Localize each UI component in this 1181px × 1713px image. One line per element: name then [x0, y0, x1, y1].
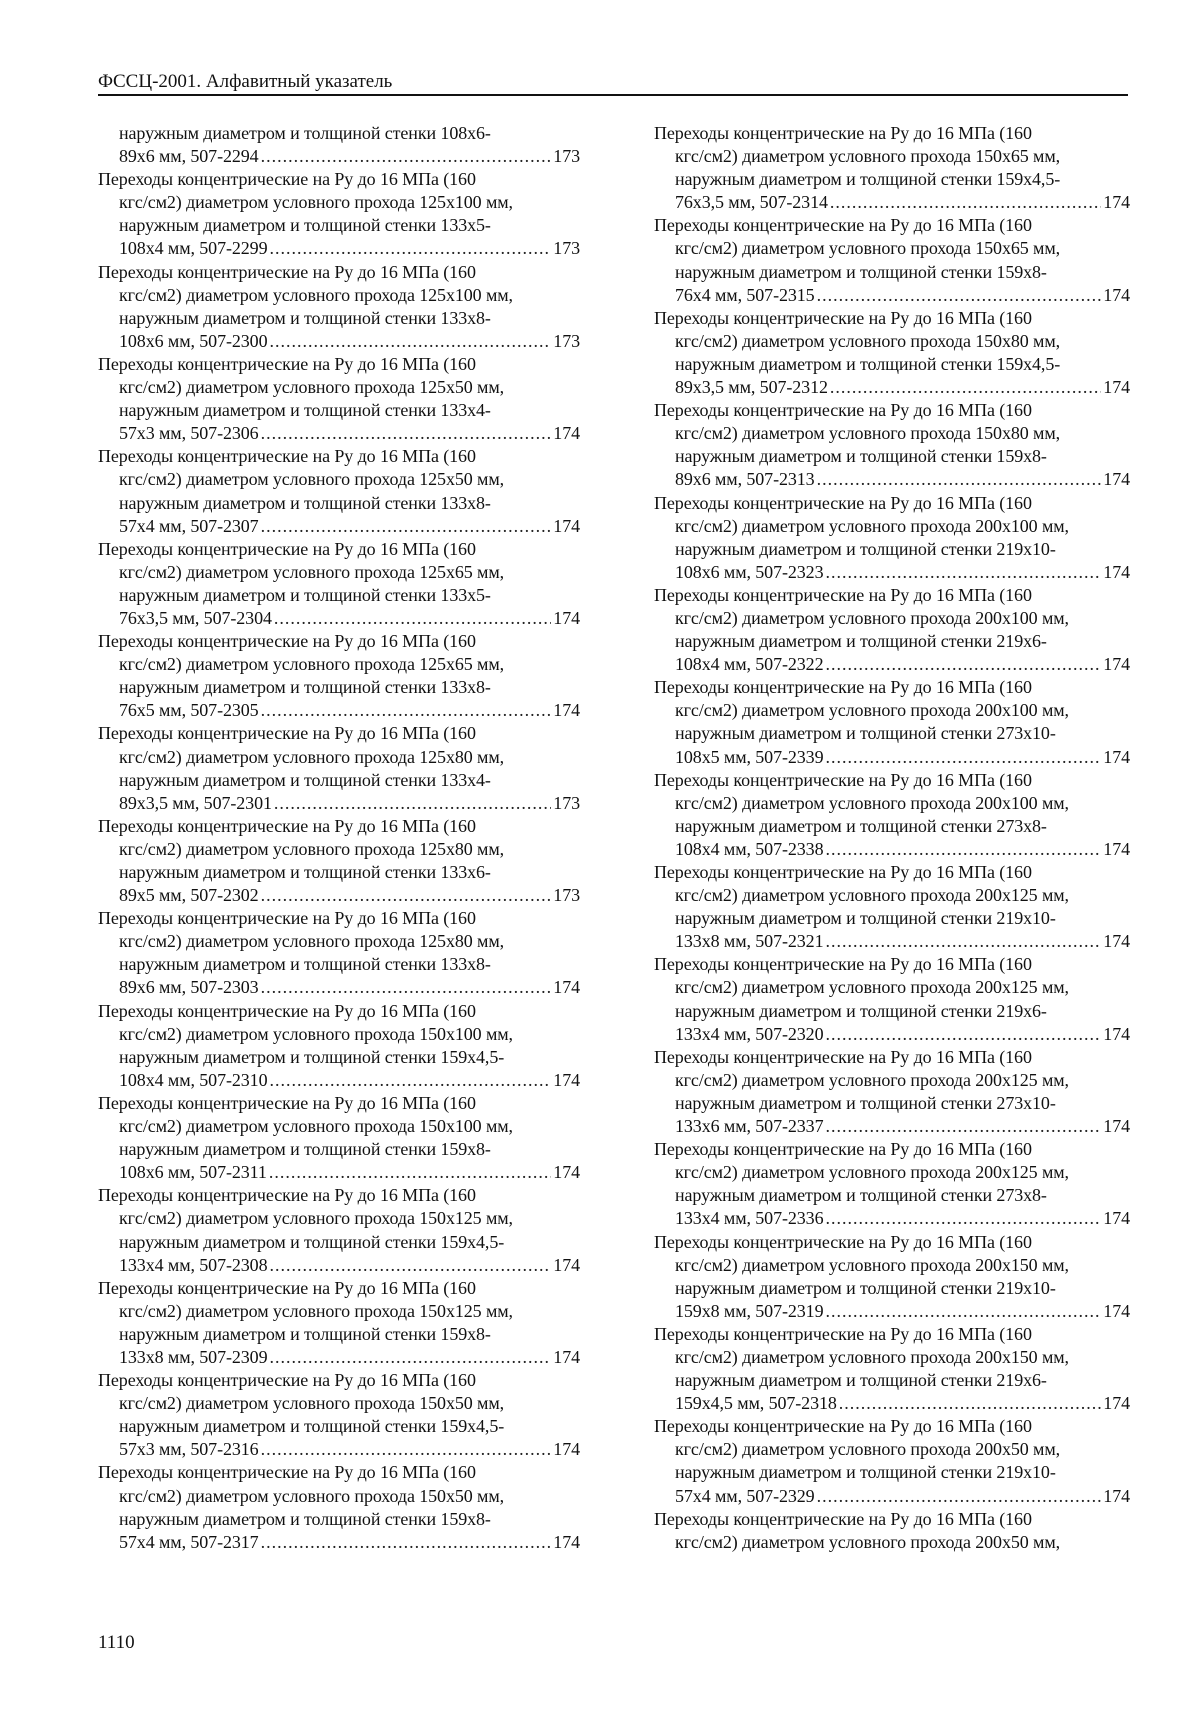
entry-text: кгс/см2) диаметром условного прохода 200х100 мм,: [675, 792, 1069, 813]
entry-text: Переходы концентрические на Ру до 16 МПа (160: [98, 1462, 476, 1483]
entry-text: кгс/см2) диаметром условного прохода 150х80 мм,: [675, 423, 1061, 444]
entry-text: Переходы концентрические на Ру до 16 МПа (160: [98, 538, 476, 559]
index-entry: [654, 953, 1130, 1045]
index-entry: [98, 1184, 580, 1276]
entry-last-line: [119, 1254, 580, 1277]
entry-text: наружным диаметром и толщиной стенки 133х5-: [119, 584, 491, 605]
entry-last-line: [675, 468, 1130, 491]
entry-text: 89х5 мм, 507-2302: [119, 885, 259, 906]
entry-last-line: [675, 1392, 1130, 1415]
entry-last-line: [675, 191, 1130, 214]
entry-text: наружным диаметром и толщиной стенки 219х6-: [675, 1370, 1047, 1391]
entry-text: кгс/см2) диаметром условного прохода 125х100 мм,: [119, 192, 513, 213]
entry-text: наружным диаметром и толщиной стенки 219х10-: [675, 538, 1056, 559]
index-entry: [654, 122, 1130, 214]
page-reference: 174: [553, 1069, 580, 1090]
entry-text: кгс/см2) диаметром условного прохода 125х65 мм,: [119, 654, 505, 675]
page-reference: 173: [553, 238, 580, 259]
entry-last-line: [675, 1485, 1130, 1508]
dot-leader: [825, 930, 1101, 953]
dot-leader: [825, 1207, 1101, 1230]
entry-text: 57х4 мм, 507-2307: [119, 515, 259, 536]
dot-leader: [825, 746, 1101, 769]
entry-text: наружным диаметром и толщиной стенки 273х8-: [675, 815, 1047, 836]
index-entry: [98, 122, 580, 168]
entry-text: Переходы концентрические на Ру до 16 МПа (160: [654, 1139, 1032, 1160]
entry-text: Переходы концентрические на Ру до 16 МПа (160: [654, 492, 1032, 513]
entry-text: 108х6 мм, 507-2300: [119, 330, 268, 351]
dot-leader: [839, 1392, 1102, 1415]
dot-leader: [261, 1438, 552, 1461]
index-entry: [654, 1231, 1130, 1323]
page-reference: 173: [553, 792, 580, 813]
entry-text: 108х4 мм, 507-2310: [119, 1069, 268, 1090]
entry-text: Переходы концентрические на Ру до 16 МПа (160: [98, 1185, 476, 1206]
dot-leader: [261, 145, 552, 168]
entry-text: кгс/см2) диаметром условного прохода 125х80 мм,: [119, 838, 505, 859]
entry-text: Переходы концентрические на Ру до 16 МПа (160: [98, 1000, 476, 1021]
page-reference: 174: [1103, 746, 1130, 767]
entry-text: кгс/см2) диаметром условного прохода 150х80 мм,: [675, 330, 1061, 351]
entry-text: кгс/см2) диаметром условного прохода 150х50 мм,: [119, 1485, 505, 1506]
entry-text: кгс/см2) диаметром условного прохода 200х150 мм,: [675, 1254, 1069, 1275]
page-reference: 174: [1103, 561, 1130, 582]
index-entry: [98, 1000, 580, 1092]
entry-text: наружным диаметром и толщиной стенки 159х8-: [119, 1323, 491, 1344]
entry-text: кгс/см2) диаметром условного прохода 125х80 мм,: [119, 746, 505, 767]
running-header: [98, 71, 1128, 96]
entry-text: наружным диаметром и толщиной стенки 159х8-: [119, 1139, 491, 1160]
page-reference: 174: [553, 423, 580, 444]
index-entry: [654, 584, 1130, 676]
dot-leader: [825, 653, 1101, 676]
entry-text: Переходы концентрические на Ру до 16 МПа (160: [654, 677, 1032, 698]
entry-text: наружным диаметром и толщиной стенки 133х8-: [119, 954, 491, 975]
entry-text: 76х4 мм, 507-2315: [675, 284, 815, 305]
entry-last-line: [119, 1069, 580, 1092]
index-entry: [654, 1508, 1130, 1554]
entry-text: 89х3,5 мм, 507-2312: [675, 377, 828, 398]
dot-leader: [817, 284, 1102, 307]
dot-leader: [825, 1115, 1101, 1138]
page-reference: 174: [1103, 1485, 1130, 1506]
page-reference: 174: [1103, 1023, 1130, 1044]
entry-text: наружным диаметром и толщиной стенки 159х8-: [675, 446, 1047, 467]
entry-text: 133х6 мм, 507-2337: [675, 1116, 824, 1137]
page-reference: 174: [1103, 284, 1130, 305]
entry-text: Переходы концентрические на Ру до 16 МПа (160: [98, 815, 476, 836]
entry-text: Переходы концентрические на Ру до 16 МПа (160: [654, 1323, 1032, 1344]
entry-text: Переходы концентрические на Ру до 16 МПа (160: [654, 400, 1032, 421]
page-reference: 174: [1103, 654, 1130, 675]
dot-leader: [261, 976, 552, 999]
entry-text: 76х5 мм, 507-2305: [119, 700, 259, 721]
index-entry: [654, 307, 1130, 399]
entry-last-line: [119, 330, 580, 353]
dot-leader: [830, 191, 1101, 214]
entry-text: 108х6 мм, 507-2323: [675, 561, 824, 582]
page-reference: 173: [553, 146, 580, 167]
index-entry: [98, 1369, 580, 1461]
dot-leader: [274, 792, 551, 815]
entry-text: кгс/см2) диаметром условного прохода 150х125 мм,: [119, 1208, 513, 1229]
entry-text: Переходы концентрические на Ру до 16 МПа (160: [654, 1046, 1032, 1067]
entry-last-line: [675, 930, 1130, 953]
entry-text: кгс/см2) диаметром условного прохода 150х65 мм,: [675, 238, 1061, 259]
entry-text: кгс/см2) диаметром условного прохода 150х65 мм,: [675, 146, 1061, 167]
entry-text: наружным диаметром и толщиной стенки 219х6-: [675, 631, 1047, 652]
entry-text: кгс/см2) диаметром условного прохода 150х100 мм,: [119, 1023, 513, 1044]
entry-text: 159х4,5 мм, 507-2318: [675, 1393, 837, 1414]
entry-text: 108х5 мм, 507-2339: [675, 746, 824, 767]
page-reference: 174: [553, 1531, 580, 1552]
entry-text: 133х4 мм, 507-2320: [675, 1023, 824, 1044]
index-entry: [98, 722, 580, 814]
entry-text: наружным диаметром и толщиной стенки 133х8-: [119, 677, 491, 698]
page-number: 1110: [98, 1632, 135, 1653]
page-reference: 174: [553, 1439, 580, 1460]
dot-leader: [825, 561, 1101, 584]
index-entry: [98, 538, 580, 630]
index-entry: [654, 676, 1130, 768]
page-reference: 174: [553, 1346, 580, 1367]
index-entry: [654, 1046, 1130, 1138]
entry-text: кгс/см2) диаметром условного прохода 200х100 мм,: [675, 700, 1069, 721]
entry-text: наружным диаметром и толщиной стенки 219х10-: [675, 1462, 1056, 1483]
entry-text: кгс/см2) диаметром условного прохода 200х150 мм,: [675, 1346, 1069, 1367]
page-reference: 174: [553, 607, 580, 628]
dot-leader: [269, 1069, 551, 1092]
dot-leader: [261, 884, 552, 907]
entry-text: 133х4 мм, 507-2336: [675, 1208, 824, 1229]
entry-last-line: [675, 284, 1130, 307]
entry-text: 133х8 мм, 507-2309: [119, 1346, 268, 1367]
entry-text: кгс/см2) диаметром условного прохода 200х50 мм,: [675, 1439, 1061, 1460]
entry-text: 133х8 мм, 507-2321: [675, 931, 824, 952]
dot-leader: [269, 1346, 551, 1369]
index-entry: [98, 353, 580, 445]
dot-leader: [274, 607, 551, 630]
entry-text: наружным диаметром и толщиной стенки 159х4,5-: [119, 1231, 505, 1252]
dot-leader: [825, 838, 1101, 861]
dot-leader: [261, 422, 552, 445]
entry-text: 89х6 мм, 507-2294: [119, 146, 259, 167]
entry-last-line: [119, 237, 580, 260]
entry-last-line: [119, 976, 580, 999]
entry-text: Переходы концентрические на Ру до 16 МПа (160: [654, 1416, 1032, 1437]
entry-text: 57х4 мм, 507-2329: [675, 1485, 815, 1506]
entry-text: Переходы концентрические на Ру до 16 МПа (160: [654, 1508, 1032, 1529]
entry-text: наружным диаметром и толщиной стенки 133х8-: [119, 307, 491, 328]
page-reference: 173: [553, 885, 580, 906]
entry-text: 108х4 мм, 507-2322: [675, 654, 824, 675]
dot-leader: [269, 1161, 551, 1184]
dot-leader: [261, 699, 552, 722]
entry-text: Переходы концентрические на Ру до 16 МПа (160: [98, 446, 476, 467]
index-entry: [654, 492, 1130, 584]
entry-last-line: [675, 1300, 1130, 1323]
dot-leader: [830, 376, 1101, 399]
index-entry: [98, 815, 580, 907]
entry-text: Переходы концентрические на Ру до 16 МПа (160: [98, 1370, 476, 1391]
entry-text: кгс/см2) диаметром условного прохода 150х125 мм,: [119, 1300, 513, 1321]
dot-leader: [825, 1300, 1101, 1323]
entry-last-line: [119, 884, 580, 907]
header-title: ФССЦ-2001. Алфавитный указатель: [98, 71, 393, 92]
entry-last-line: [119, 607, 580, 630]
page-reference: 174: [1103, 1116, 1130, 1137]
index-entry: [654, 214, 1130, 306]
entry-text: 57х3 мм, 507-2316: [119, 1439, 259, 1460]
page-reference: 174: [553, 700, 580, 721]
entry-text: 57х3 мм, 507-2306: [119, 423, 259, 444]
page-reference: 174: [1103, 1393, 1130, 1414]
index-entry: [98, 1092, 580, 1184]
entry-text: кгс/см2) диаметром условного прохода 125х65 мм,: [119, 561, 505, 582]
entry-text: кгс/см2) диаметром условного прохода 125х100 мм,: [119, 284, 513, 305]
entry-text: 108х4 мм, 507-2299: [119, 238, 268, 259]
entry-text: кгс/см2) диаметром условного прохода 200х125 мм,: [675, 885, 1069, 906]
page-reference: 174: [553, 1162, 580, 1183]
entry-last-line: [119, 145, 580, 168]
entry-text: кгс/см2) диаметром условного прохода 150х100 мм,: [119, 1116, 513, 1137]
entry-text: наружным диаметром и толщиной стенки 273х8-: [675, 1185, 1047, 1206]
entry-text: кгс/см2) диаметром условного прохода 200х100 мм,: [675, 515, 1069, 536]
entry-text: 76х3,5 мм, 507-2314: [675, 192, 828, 213]
entry-text: кгс/см2) диаметром условного прохода 125х50 мм,: [119, 469, 505, 490]
entry-last-line: [119, 1531, 580, 1554]
index-entry: [98, 907, 580, 999]
entry-text: наружным диаметром и толщиной стенки 219х10-: [675, 1277, 1056, 1298]
dot-leader: [269, 1254, 551, 1277]
entry-last-line: [675, 1023, 1130, 1046]
index-entry: [654, 1138, 1130, 1230]
entry-text: Переходы концентрические на Ру до 16 МПа (160: [654, 769, 1032, 790]
entry-text: Переходы концентрические на Ру до 16 МПа (160: [98, 169, 476, 190]
dot-leader: [817, 468, 1102, 491]
index-entry: [654, 861, 1130, 953]
entry-text: Переходы концентрические на Ру до 16 МПа (160: [98, 723, 476, 744]
index-entry: [98, 445, 580, 537]
index-entry: [654, 1323, 1130, 1415]
entry-text: наружным диаметром и толщиной стенки 273х10-: [675, 1092, 1056, 1113]
entry-last-line: [675, 1207, 1130, 1230]
entry-text: 89х6 мм, 507-2313: [675, 469, 815, 490]
page-reference: 174: [1103, 931, 1130, 952]
entry-text: наружным диаметром и толщиной стенки 219х10-: [675, 908, 1056, 929]
entry-text: наружным диаметром и толщиной стенки 159х4,5-: [675, 353, 1061, 374]
entry-text: Переходы концентрические на Ру до 16 МПа (160: [654, 954, 1032, 975]
dot-leader: [269, 237, 551, 260]
entry-text: Переходы концентрические на Ру до 16 МПа (160: [654, 1231, 1032, 1252]
page-reference: 174: [1103, 377, 1130, 398]
index-entry: [654, 399, 1130, 491]
entry-text: Переходы концентрические на Ру до 16 МПа (160: [654, 862, 1032, 882]
entry-last-line: [119, 422, 580, 445]
entry-last-line: [119, 699, 580, 722]
page-reference: 174: [1103, 469, 1130, 490]
entry-text: наружным диаметром и толщиной стенки 219х6-: [675, 1000, 1047, 1021]
entry-text: наружным диаметром и толщиной стенки 133х4-: [119, 400, 491, 421]
index-entry: [654, 769, 1130, 861]
entry-text: наружным диаметром и толщиной стенки 159х4,5-: [119, 1046, 505, 1067]
entry-last-line: [675, 746, 1130, 769]
entry-text: наружным диаметром и толщиной стенки 108х6-: [119, 123, 491, 143]
entry-text: кгс/см2) диаметром условного прохода 200х125 мм,: [675, 1162, 1069, 1183]
page-reference: 174: [553, 1254, 580, 1275]
entry-text: Переходы концентрические на Ру до 16 МПа (160: [654, 584, 1032, 605]
entry-text: Переходы концентрические на Ру до 16 МПа (160: [98, 261, 476, 282]
entry-last-line: [119, 792, 580, 815]
entry-text: наружным диаметром и толщиной стенки 133х8-: [119, 492, 491, 513]
entry-last-line: [675, 1115, 1130, 1138]
entry-text: 57х4 мм, 507-2317: [119, 1531, 259, 1552]
entry-text: наружным диаметром и толщиной стенки 133х6-: [119, 862, 491, 882]
dot-leader: [269, 330, 551, 353]
index-entry: [98, 1277, 580, 1369]
entry-text: 89х3,5 мм, 507-2301: [119, 792, 272, 813]
page-reference: 174: [553, 977, 580, 998]
entry-last-line: [119, 1438, 580, 1461]
entry-text: наружным диаметром и толщиной стенки 133х5-: [119, 215, 491, 236]
entry-text: наружным диаметром и толщиной стенки 273х10-: [675, 723, 1056, 744]
entry-text: Переходы концентрические на Ру до 16 МПа (160: [654, 307, 1032, 328]
entry-last-line: [675, 653, 1130, 676]
entry-text: кгс/см2) диаметром условного прохода 125х50 мм,: [119, 377, 505, 398]
dot-leader: [261, 1531, 552, 1554]
entry-text: Переходы концентрические на Ру до 16 МПа (160: [98, 631, 476, 652]
entry-text: Переходы концентрические на Ру до 16 МПа (160: [654, 123, 1032, 143]
entry-last-line: [675, 376, 1130, 399]
page-reference: 174: [1103, 192, 1130, 213]
index-entry: [98, 261, 580, 353]
entry-text: Переходы концентрические на Ру до 16 МПа (160: [98, 1277, 476, 1298]
index-entry: [98, 630, 580, 722]
entry-text: наружным диаметром и толщиной стенки 159х8-: [675, 261, 1047, 282]
index-entry: [98, 1461, 580, 1553]
entry-last-line: [675, 838, 1130, 861]
entry-text: Переходы концентрические на Ру до 16 МПа (160: [98, 1092, 476, 1113]
dot-leader: [825, 1023, 1101, 1046]
dot-leader: [817, 1485, 1102, 1508]
entry-text: наружным диаметром и толщиной стенки 159х8-: [119, 1508, 491, 1529]
entry-text: наружным диаметром и толщиной стенки 159х4,5-: [119, 1416, 505, 1437]
entry-text: 108х4 мм, 507-2338: [675, 838, 824, 859]
entry-text: наружным диаметром и толщиной стенки 159х4,5-: [675, 169, 1061, 190]
entry-last-line: [119, 1346, 580, 1369]
index-entry: [654, 1415, 1130, 1507]
page-reference: 174: [1103, 1300, 1130, 1321]
entry-text: 133х4 мм, 507-2308: [119, 1254, 268, 1275]
index-column-right: [654, 122, 1130, 1554]
page-reference: 174: [1103, 1208, 1130, 1229]
entry-last-line: [119, 515, 580, 538]
entry-text: 108х6 мм, 507-2311: [119, 1162, 267, 1183]
entry-text: 159х8 мм, 507-2319: [675, 1300, 824, 1321]
entry-text: 89х6 мм, 507-2303: [119, 977, 259, 998]
entry-text: Переходы концентрические на Ру до 16 МПа (160: [98, 908, 476, 929]
index-column-left: [98, 122, 580, 1554]
entry-text: Переходы концентрические на Ру до 16 МПа (160: [654, 215, 1032, 236]
entry-text: кгс/см2) диаметром условного прохода 200х125 мм,: [675, 1069, 1069, 1090]
dot-leader: [261, 515, 552, 538]
page-reference: 174: [553, 515, 580, 536]
entry-text: кгс/см2) диаметром условного прохода 200х100 мм,: [675, 607, 1069, 628]
entry-text: кгс/см2) диаметром условного прохода 200х125 мм,: [675, 977, 1069, 998]
entry-last-line: [675, 561, 1130, 584]
entry-text: кгс/см2) диаметром условного прохода 150х50 мм,: [119, 1393, 505, 1414]
entry-text: Переходы концентрические на Ру до 16 МПа (160: [98, 353, 476, 374]
entry-text: кгс/см2) диаметром условного прохода 125х80 мм,: [119, 931, 505, 952]
entry-text: наружным диаметром и толщиной стенки 133х4-: [119, 769, 491, 790]
entry-text: 76х3,5 мм, 507-2304: [119, 607, 272, 628]
index-entry: [98, 168, 580, 260]
entry-last-line: [119, 1161, 580, 1184]
page-reference: 173: [553, 330, 580, 351]
entry-text: кгс/см2) диаметром условного прохода 200х50 мм,: [675, 1531, 1061, 1552]
page-reference: 174: [1103, 838, 1130, 859]
